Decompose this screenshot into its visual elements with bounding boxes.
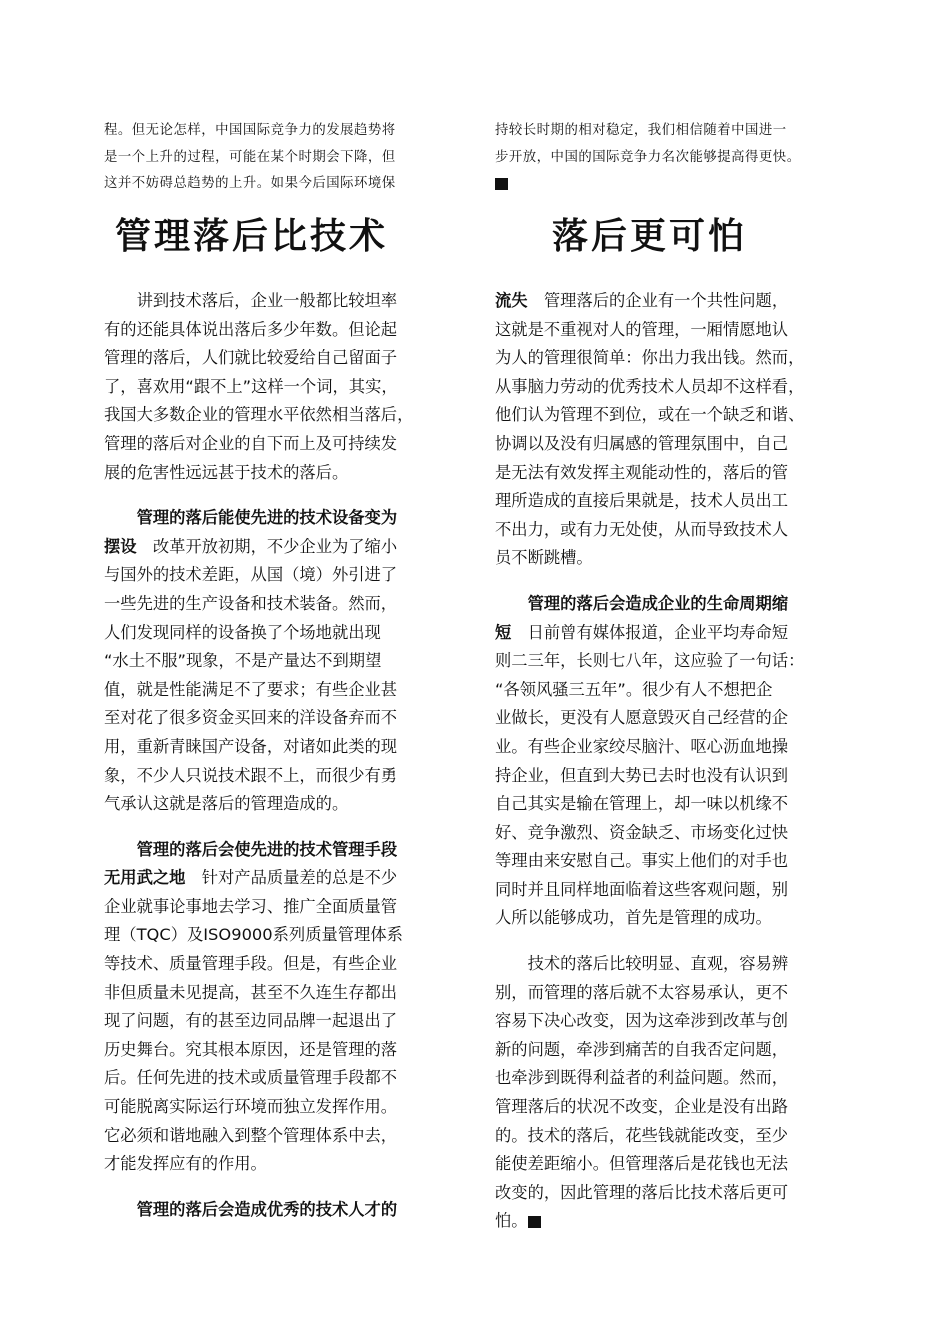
- paragraph-text: 技术的落后比较明显、直观，容易辨 别，而管理的落后就不太容易承认，更不 容易下决心改变，因为这牵涉到改革与创 新的问题，牵涉到痛苦的自我否定问题， 也牵涉到既得利益者的利益问题。然而， 管理落后的状况不改变，企业是没有出路 的。技术的落后，花些钱就能改变，至少 能使差距缩小。但管理落后是花钱也无法 改变的，因此管理的落后比技术落后更可 怕。: [495, 954, 789, 1231]
- paragraph-lead: 管理的落后会造成优秀的技术人才的: [136, 1199, 398, 1219]
- paragraph-text: 改革开放初期，不少企业为了缩小 与国外的技术差距，从国（境）外引进了 一些先进的生产设备和技术装备。然而， 人们发现同样的设备换了个场地就出现 “水土不服”现象，不是产量达不到期望 值，就是性能满足不了要求；有些企业甚 至对花了很多资金买回来的洋设备弃而不 用，重新青睐国产设备，对诸如此类的现 象，不少人只说技术跟不上，而很少有勇 气承认这就是落后的管理造成的。: [104, 536, 398, 814]
- article-paragraph: [104, 1196, 456, 1225]
- paragraph-lead: 管理的落后能使先进的技术设备变为 摆设: [104, 508, 398, 556]
- article-left-column: [104, 287, 456, 1241]
- end-mark-icon: [495, 178, 508, 190]
- article-right-column: [495, 287, 847, 1253]
- article-paragraph: [104, 504, 456, 819]
- intro-right-text: [495, 118, 847, 198]
- end-mark-icon: [528, 1216, 541, 1228]
- headline-part1: 管理落后比技术: [115, 215, 389, 257]
- article-paragraph: [495, 590, 847, 933]
- paragraph-text: 日前曾有媒体报道，企业平均寿命短 则二三年，长则七八年，这应验了一句话： “各领风骚三五年”。很少有人不想把企 业做长，更没有人愿意毁灭自己经营的企 业。有些企业家绞尽脑汁、呕心沥血地操 持企业，但直到大势已去时也没有认识到 自己其实是输在管理上，却一味以机缘不 好、竞争激烈、资金缺乏、市场变化过快 等理由来安慰自己。事实上他们的对手也 同时并且同样地面临着这些客观问题，别 人所以能够成功，首先是管理的成功。: [495, 622, 805, 928]
- paragraph-lead: 管理的落后会使先进的技术管理手段 无用武之地: [104, 839, 398, 888]
- paragraph-text: 讲到技术落后，企业一般都比较坦率 有的还能具体说出落后多少年数。但论起 管理的落后，人们就比较爱给自己留面子 了，喜欢用“跟不上”这样一个词，其实， 我国大多数企业的管理水平依然相当落后， 管理的落后对企业的自下而上及可持续发 展的危害性远远甚于技术的落后。: [104, 291, 414, 482]
- article-paragraph: [495, 950, 847, 1236]
- intro-left-text: 程。但无论怎样，中国国际竞争力的发展趋势将 是一个上升的过程，可能在某个时期会下降，但 这并不妨碍总趋势的上升。如果今后国际环境保: [104, 123, 396, 191]
- intro-left-column: [104, 118, 456, 198]
- article-paragraph: [104, 287, 456, 487]
- paragraph-text: 管理落后的企业有一个共性问题， 这就是不重视对人的管理，一厢情愿地认 为人的管理很简单：你出力我出钱。然而， 从事脑力劳动的优秀技术人员却不这样看， 他们认为管理不到位，或在一个缺乏和谐、 协调以及没有归属感的管理氛围中，自己 是无法有效发挥主观能动性的，落后的管 理所造成的直接后果就是，技术人员出工 不出力，或有力无处使，从而导致技术人 员不断跳槽。: [495, 291, 805, 568]
- article-paragraph: [495, 287, 847, 573]
- paragraph-text: 针对产品质量差的总是不少 企业就事论事地去学习、推广全面质量管 理（TQC）及ISO9000系列质量管理体系 等技术、质量管理手段。但是，有些企业 非但质量未见提高，甚至不久连生存都出 现了问题，有的甚至边同品牌一起退出了 历史舞台。究其根本原因，还是管理的落 后。任何先进的技术或质量管理手段都不 可能脱离实际运行环境而独立发挥作用。 它必须和谐地融入到整个管理体系中去， 才能发挥应有的作用。: [104, 868, 403, 1174]
- article-paragraph: [104, 836, 456, 1179]
- intro-right-span: 持较长时期的相对稳定，我们相信随着中国进一 步开放，中国的国际竞争力名次能够提高得更快。: [495, 123, 801, 165]
- intro-right-column: [495, 118, 847, 198]
- paragraph-lead: 流失: [495, 291, 528, 310]
- headline-part2: 落后更可怕: [552, 215, 748, 257]
- paragraph-lead: 管理的落后会造成企业的生命周期缩 短: [495, 593, 789, 642]
